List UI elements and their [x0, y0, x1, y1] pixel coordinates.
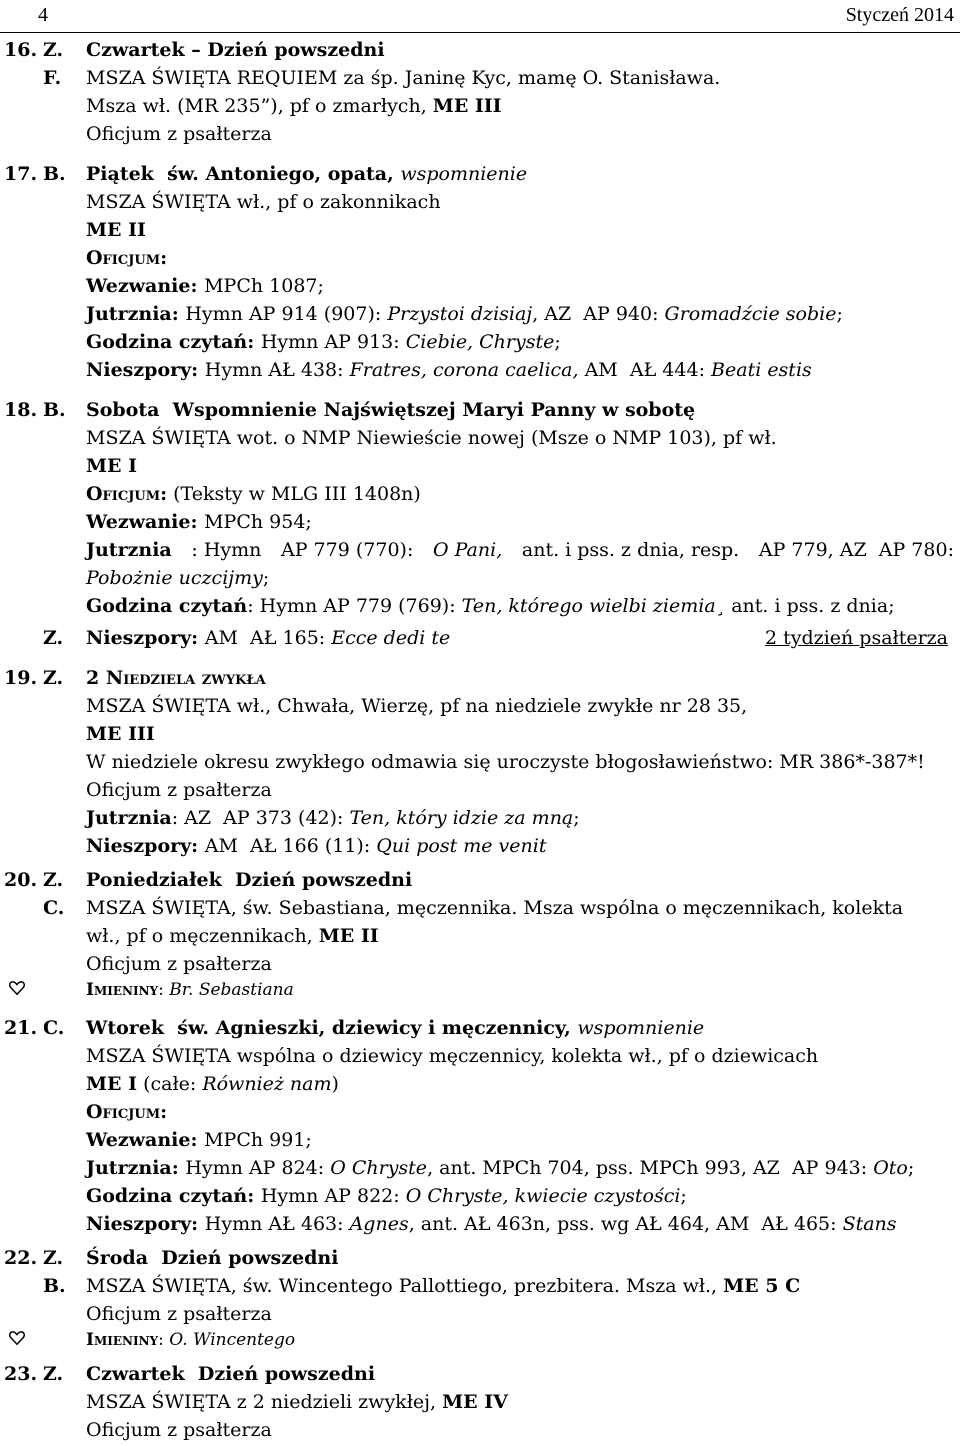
text-run: Oficjum: — [86, 1101, 168, 1123]
entry-line — [0, 452, 960, 480]
liturgical-color-code: Z. — [43, 667, 64, 689]
text-run: W niedziele okresu zwykłego odmawia się uroczyste błogosławieństwo: MR 386*-387*! — [86, 751, 925, 773]
text-run: Ecce dedi te — [331, 627, 451, 649]
text-run: MSZA ŚWIĘTA wł., Chwała, Wierzę, pf na niedziele zwykłe nr 28 35, — [86, 695, 748, 717]
entry-line — [0, 976, 960, 1004]
day-number: 22. — [4, 1247, 38, 1269]
text-run: ME III — [432, 95, 502, 117]
liturgical-color-code: B. — [43, 399, 66, 421]
entry-line — [0, 894, 960, 922]
entry-line — [0, 36, 960, 64]
entry-text — [86, 1416, 272, 1444]
text-run: Wezwanie: — [86, 1129, 205, 1151]
text-run: MSZA ŚWIĘTA REQUIEM za śp. Janinę Kyc, mamę O. Stanisława. — [86, 67, 721, 89]
entry-line — [0, 328, 960, 356]
text-run: 2 Niedziela zwykła — [86, 667, 266, 689]
text-run: , ant. AŁ 463n, pss. wg AŁ 464, AM AŁ 465: — [408, 1213, 843, 1235]
text-run: Imieniny — [86, 1330, 159, 1350]
text-run: MSZA ŚWIĘTA wspólna o dziewicy męczennicy, kolekta wł., pf o dziewicach — [86, 1045, 819, 1067]
liturgical-color-code: C. — [43, 897, 65, 919]
liturgical-color-code: Z. — [43, 869, 64, 891]
entry-text — [86, 804, 580, 832]
entry-text — [86, 424, 777, 452]
liturgical-color-code: Z. — [43, 1363, 64, 1385]
text-run: Qui post me venit — [376, 835, 547, 857]
text-run: : — [158, 1330, 170, 1350]
entry-text — [86, 1210, 897, 1238]
entry-text — [86, 36, 385, 64]
entry-text — [86, 592, 895, 620]
entry-line — [0, 356, 960, 384]
text-run: Jutrznia — [86, 539, 172, 561]
text-run: Hymn AP 822: — [260, 1185, 406, 1207]
heart-icon — [8, 1329, 26, 1347]
text-run: Nieszpory: — [86, 359, 205, 381]
entry-line — [0, 300, 960, 328]
text-run: Godzina czytań: — [86, 331, 261, 353]
text-run: ; — [836, 303, 843, 325]
entry-line — [0, 720, 960, 748]
psalter-week-note: 2 tydzień psałterza — [765, 627, 948, 649]
text-run: , ant. MPCh 704, pss. MPCh 993, AZ AP 943: — [427, 1157, 874, 1179]
text-run: Oficjum z psałterza — [86, 123, 272, 145]
text-run: Jutrznia: — [86, 1157, 186, 1179]
entry-text — [86, 216, 146, 244]
text-run: MPCh 991; — [204, 1129, 312, 1151]
text-run: ME III — [86, 723, 155, 745]
text-run: MSZA ŚWIĘTA z 2 niedzieli zwykłej, — [86, 1391, 443, 1413]
entry-text — [86, 1360, 375, 1388]
text-run: Ten, którego wielbi ziemia¸ — [461, 595, 726, 617]
entry-line — [0, 396, 960, 424]
entry-line — [0, 624, 960, 652]
entry-text — [86, 1300, 272, 1328]
entry-text — [86, 866, 412, 894]
entry-text — [86, 1182, 687, 1210]
entry-line — [0, 424, 960, 452]
text-run: Również nam — [202, 1073, 332, 1095]
heart-icon — [8, 979, 26, 997]
entry-line — [0, 804, 960, 832]
entry-line — [0, 832, 960, 860]
text-run: Środa Dzień powszedni — [86, 1247, 339, 1269]
liturgical-color-code: Z. — [43, 39, 64, 61]
entry-text — [86, 692, 747, 720]
text-run: Oficjum: — [86, 247, 168, 269]
entry-text — [86, 976, 294, 1004]
entry-line — [0, 1154, 960, 1182]
text-run: MSZA ŚWIĘTA wł., pf o zakonnikach — [86, 191, 441, 213]
text-run: wł., pf o męczennikach, — [86, 925, 319, 947]
day-number: 23. — [4, 1363, 38, 1385]
entry-text — [86, 1244, 338, 1272]
text-run: Hymn AP 824: — [185, 1157, 331, 1179]
text-run: Godzina czytań: — [86, 1185, 261, 1207]
text-run: : — [158, 980, 170, 1000]
text-run: Nieszpory: — [86, 627, 205, 649]
entry-line — [0, 1388, 960, 1416]
text-run: Poniedziałek Dzień powszedni — [86, 869, 413, 891]
entry-line — [0, 1300, 960, 1328]
text-run: AM AŁ 444: — [578, 359, 712, 381]
text-run: ; — [907, 1157, 915, 1179]
entry-line — [0, 480, 960, 508]
entry-text — [86, 1272, 800, 1300]
liturgical-color-code: Z. — [43, 627, 64, 649]
entry-text — [86, 92, 502, 120]
day-number: 20. — [4, 869, 38, 891]
text-run: Oficjum z psałterza — [86, 1303, 272, 1325]
text-run: : AZ AP 373 (42): — [171, 807, 350, 829]
text-run: Sobota Wspomnienie Najświętszej Maryi Panny w sobotę — [86, 399, 696, 421]
text-run: O Pani, — [433, 539, 503, 561]
entry-text — [86, 508, 312, 536]
day-number: 19. — [4, 667, 38, 689]
text-run: Agnes — [349, 1213, 409, 1235]
text-run: ME II — [318, 925, 379, 947]
entry-line — [0, 1098, 960, 1126]
text-run: AM AŁ 165: — [204, 627, 332, 649]
text-run: ant. i pss. z dnia, resp. — [521, 539, 740, 561]
text-run: Oficjum z psałterza — [86, 779, 272, 801]
entry-line — [0, 188, 960, 216]
text-run: Pobożnie uczcijmy — [86, 567, 263, 589]
liturgical-color-code: F. — [43, 67, 62, 89]
entry-text — [86, 832, 546, 860]
text-run: : Hymn AP 779 (769): — [247, 595, 462, 617]
text-run: ; — [573, 807, 580, 829]
entry-line — [0, 536, 960, 564]
liturgical-color-code: Z. — [43, 1247, 64, 1269]
entry-text — [86, 1070, 339, 1098]
entry-text — [86, 894, 903, 922]
text-run: ant. i pss. z dnia; — [725, 595, 895, 617]
text-run: wspomnienie — [400, 163, 528, 185]
entry-text — [86, 160, 527, 188]
day-number: 17. — [4, 163, 38, 185]
entry-text — [86, 720, 155, 748]
day-number: 21. — [4, 1017, 38, 1039]
entry-text — [86, 1388, 508, 1416]
entry-line — [0, 1070, 960, 1098]
day-number: 18. — [4, 399, 38, 421]
entry-text — [86, 624, 450, 652]
entry-text — [86, 188, 441, 216]
text-run: , AZ AP 940: — [532, 303, 665, 325]
text-run: ; — [554, 331, 561, 353]
page-number: 4 — [38, 4, 48, 26]
text-run: Oficjum z psałterza — [86, 953, 272, 975]
entry-line — [0, 1272, 960, 1300]
entry-line — [0, 866, 960, 894]
text-run: Fratres, corona caelica, — [349, 359, 579, 381]
text-run: Godzina czytań — [86, 595, 248, 617]
text-run: Wezwanie: — [86, 275, 205, 297]
entry-line — [0, 950, 960, 978]
text-run: Nieszpory: — [86, 835, 205, 857]
text-run: ; — [262, 567, 270, 589]
text-run: Msza wł. (MR 235”), pf o zmarłych, — [86, 95, 433, 117]
entry-text — [86, 1014, 704, 1042]
entry-line — [0, 1244, 960, 1272]
text-run: AP 779 (770): — [281, 539, 414, 561]
entry-line — [0, 244, 960, 272]
header-rule — [0, 32, 960, 33]
entry-line — [0, 1360, 960, 1388]
entry-line — [0, 564, 960, 592]
text-run: Ciebie, Chryste — [405, 331, 555, 353]
text-run: O Chryste, kwiecie czystości — [405, 1185, 681, 1207]
entry-text — [86, 564, 269, 592]
entry-line — [0, 1326, 960, 1354]
entry-text — [86, 244, 167, 272]
text-run: (Teksty w MLG III 1408n) — [167, 483, 421, 505]
entry-text — [86, 1154, 914, 1182]
text-run: Oto — [873, 1157, 908, 1179]
liturgical-color-code: B. — [43, 163, 66, 185]
text-run: Jutrznia — [86, 807, 172, 829]
entry-text — [86, 272, 324, 300]
text-run: Nieszpory: — [86, 1213, 205, 1235]
text-run: ME II — [86, 219, 146, 241]
text-run: Czwartek – Dzień powszedni — [86, 39, 385, 61]
entry-text — [86, 300, 843, 328]
entry-line — [0, 748, 960, 776]
entry-text — [86, 536, 954, 564]
entry-line — [0, 922, 960, 950]
text-run: O Chryste — [330, 1157, 428, 1179]
entry-text — [86, 664, 266, 692]
entry-text — [86, 356, 812, 384]
liturgical-color-code: B. — [43, 1275, 66, 1297]
entry-line — [0, 508, 960, 536]
text-run: MSZA ŚWIĘTA, św. Sebastiana, męczennika. Msza wspólna o męczennikach, kolekta — [86, 897, 904, 919]
entry-text — [86, 1326, 295, 1354]
entry-text — [86, 64, 720, 92]
text-run: MPCh 954; — [204, 511, 312, 533]
entry-line — [0, 1210, 960, 1238]
text-run: Imieniny — [86, 980, 159, 1000]
text-run: Przystoi dzisiaj — [387, 303, 533, 325]
text-run: Piątek św. Antoniego, opata, — [86, 163, 401, 185]
entry-line — [0, 1416, 960, 1444]
entry-line — [0, 160, 960, 188]
entry-text — [86, 396, 695, 424]
text-run: ME IV — [442, 1391, 508, 1413]
text-run: ME 5 C — [723, 1275, 801, 1297]
page-month-header: Styczeń 2014 — [845, 4, 954, 26]
entry-text — [86, 1126, 312, 1154]
liturgical-color-code: C. — [43, 1017, 65, 1039]
day-number: 16. — [4, 39, 38, 61]
text-run: AP 779, AZ AP 780: — [758, 539, 954, 561]
text-run: MPCh 1087; — [204, 275, 324, 297]
text-run: Hymn AŁ 438: — [204, 359, 350, 381]
text-run: Stans — [842, 1213, 897, 1235]
text-run: ME I — [86, 455, 138, 477]
entry-line — [0, 776, 960, 804]
entry-line — [0, 92, 960, 120]
entry-line — [0, 1182, 960, 1210]
text-run: Wtorek św. Agnieszki, dziewicy i męczennicy, — [86, 1017, 578, 1039]
entry-line — [0, 1126, 960, 1154]
entry-text — [86, 120, 272, 148]
text-run: Hymn AP 913: — [260, 331, 406, 353]
entry-line — [0, 64, 960, 92]
text-run: Gromadźcie sobie — [664, 303, 837, 325]
text-run: O. Wincentego — [169, 1330, 296, 1350]
entry-line — [0, 692, 960, 720]
entry-line — [0, 592, 960, 620]
entry-text — [86, 480, 421, 508]
text-run: ) — [331, 1073, 339, 1095]
text-run: MSZA ŚWIĘTA wot. o NMP Niewieście nowej (Msze o NMP 103), pf wł. — [86, 427, 777, 449]
entry-text — [86, 950, 272, 978]
text-run: Hymn AP 914 (907): — [185, 303, 388, 325]
text-run: ; — [680, 1185, 687, 1207]
text-run: Jutrznia: — [86, 303, 186, 325]
entry-line — [0, 1014, 960, 1042]
entry-text — [86, 452, 137, 480]
entry-text — [86, 922, 379, 950]
text-run: (całe: — [137, 1073, 203, 1095]
text-run: Czwartek Dzień powszedni — [86, 1363, 376, 1385]
entry-line — [0, 216, 960, 244]
entry-line — [0, 664, 960, 692]
entry-text — [86, 328, 561, 356]
text-run: Oficjum: — [86, 483, 168, 505]
text-run: Br. Sebastiana — [169, 980, 294, 1000]
entry-line — [0, 272, 960, 300]
text-run: : Hymn — [191, 539, 262, 561]
text-run: Wezwanie: — [86, 511, 205, 533]
text-run: MSZA ŚWIĘTA, św. Wincentego Pallottiego, prezbitera. Msza wł., — [86, 1275, 724, 1297]
text-run: wspomnienie — [577, 1017, 705, 1039]
entry-text — [86, 748, 925, 776]
entry-text — [86, 776, 272, 804]
text-run: Beati estis — [711, 359, 812, 381]
entry-text — [86, 1042, 818, 1070]
entry-line — [0, 120, 960, 148]
text-run: Hymn AŁ 463: — [204, 1213, 350, 1235]
text-run: AM AŁ 166 (11): — [204, 835, 377, 857]
entry-text — [86, 1098, 167, 1126]
text-run: ME I — [86, 1073, 138, 1095]
text-run: Ten, który idzie za mną — [349, 807, 574, 829]
text-run: Oficjum z psałterza — [86, 1419, 272, 1441]
entry-line — [0, 1042, 960, 1070]
